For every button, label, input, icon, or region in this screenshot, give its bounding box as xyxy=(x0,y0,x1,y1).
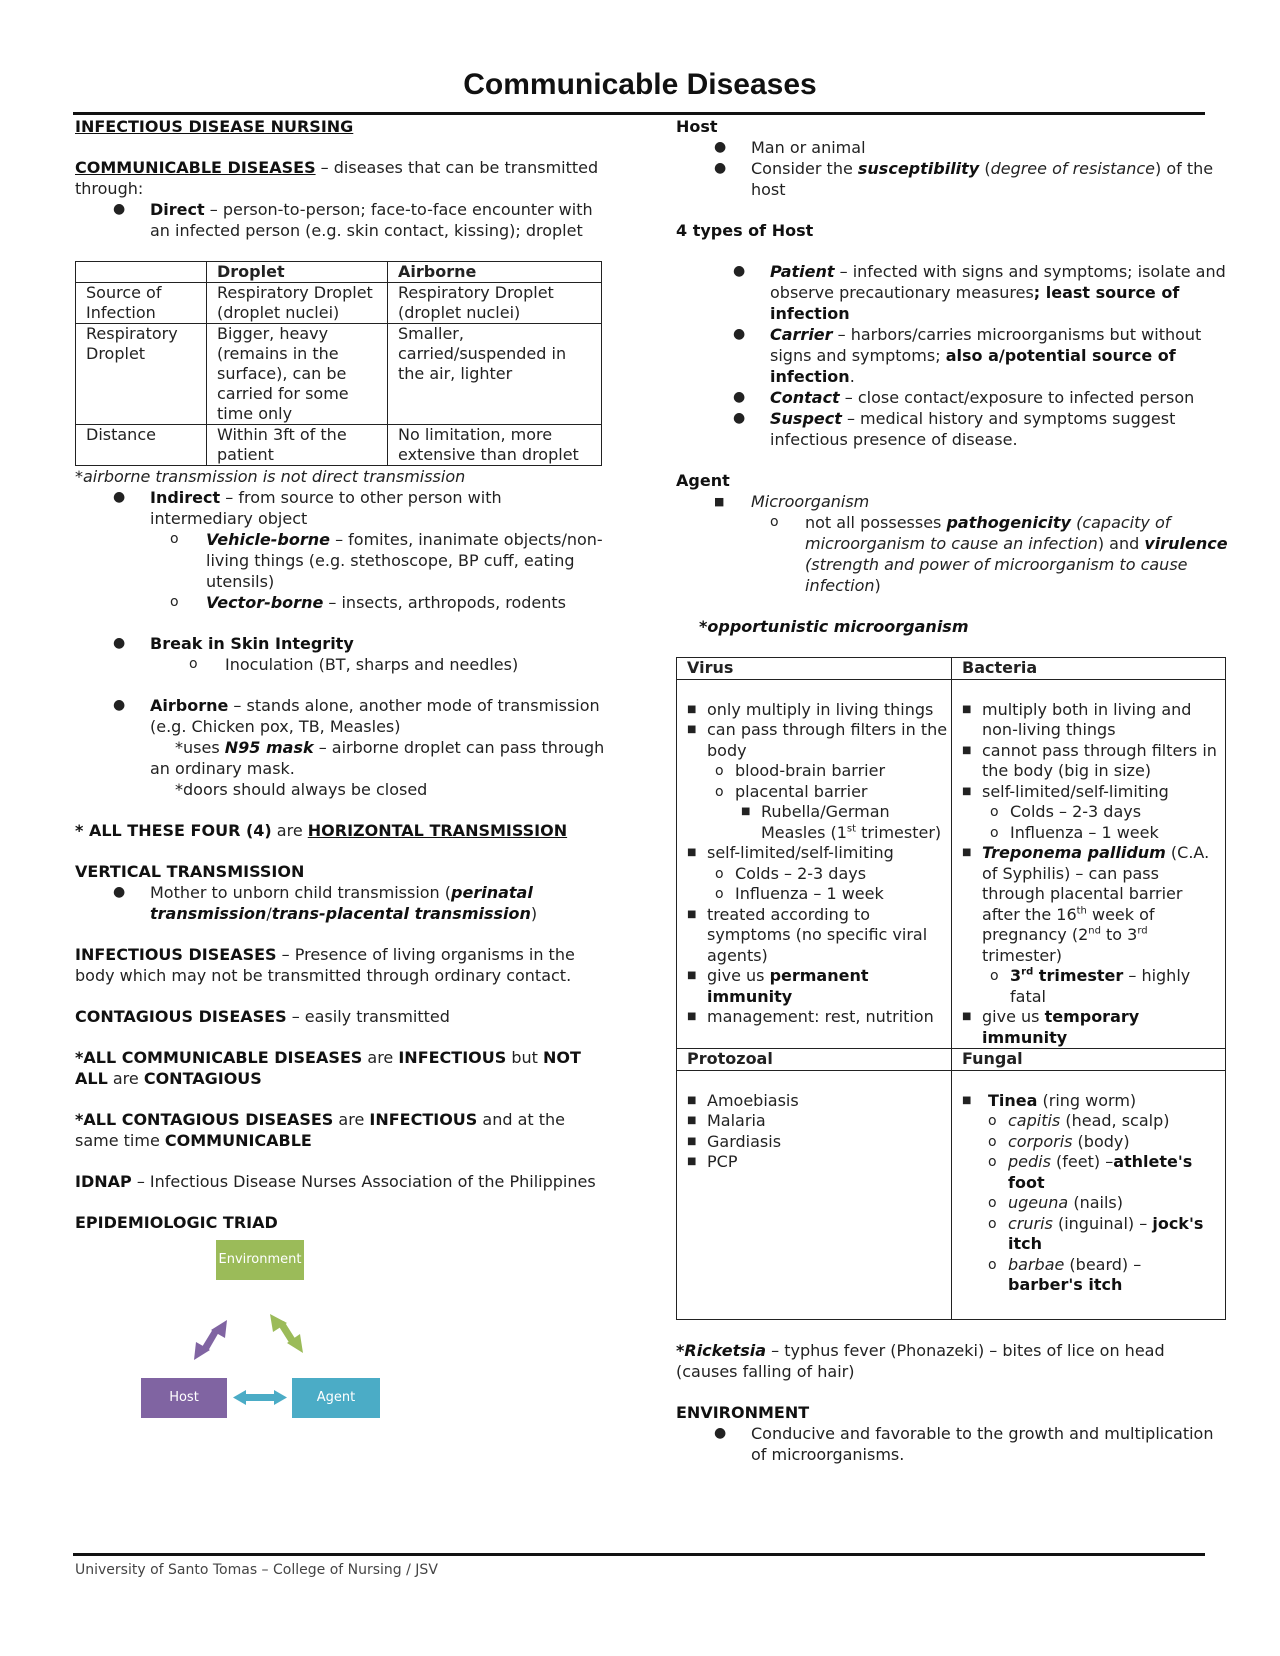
table-cell: Within 3ft of the patient xyxy=(207,425,388,466)
term-susceptibility: susceptibility xyxy=(857,159,980,178)
def-suspect: – medical history and symptoms suggest infectious presence of disease. xyxy=(770,409,1176,449)
list-item: ● Suspect – medical history and symptoms suggest infectious presence of disease. xyxy=(733,409,1176,449)
term-infectious: INFECTIOUS DISEASES xyxy=(75,945,277,964)
fungal-3b: (body) xyxy=(1072,1131,1130,1151)
def-indirect: – from source to other person with intermediary object xyxy=(150,488,502,528)
rule2-e: COMMUNICABLE xyxy=(164,1131,312,1150)
rule1-g: CONTAGIOUS xyxy=(143,1069,262,1088)
term-horizontal: HORIZONTAL TRANSMISSION xyxy=(307,821,568,840)
def-n95: – airborne droplet can pass through an ordinary mask. xyxy=(150,738,605,778)
protozoal-1: Amoebiasis xyxy=(707,1090,799,1110)
list-item: ● Contact – close contact/exposure to infected person xyxy=(733,388,1195,407)
term-pathogenicity: pathogenicity xyxy=(946,513,1071,532)
list-item: o Vector-borne – insects, arthropods, rodents xyxy=(170,593,567,612)
fungal-cell: ■ Tinea (ring worm) o capitis (head, scalp) o corporis (body) o pedis (feet) –athlete's foot o ugeuna (nails) o cruris (inguinal) – jock's itch o barbae (beard) – barber's itch xyxy=(952,1070,1226,1319)
bacteria-4f-c: – highly fatal xyxy=(1010,966,1191,1006)
virus-2c-a: Rubella/German Measles (1 xyxy=(761,802,890,842)
virus-3: self-limited/self-limiting xyxy=(707,843,894,862)
term-vector: Vector-borne xyxy=(206,593,324,612)
table-header: Droplet xyxy=(207,262,388,283)
def-direct: – person-to-person; face-to-face encounter with an infected person (e.g. skin contact, kissing); droplet xyxy=(150,200,593,240)
host-2e: ) of the host xyxy=(751,159,1214,199)
section-heading: INFECTIOUS DISEASE NURSING xyxy=(75,117,354,136)
table-cell: Respiratory Droplet (droplet nuclei) xyxy=(207,283,388,324)
contagious-def xyxy=(75,1006,605,1027)
host-title: Host xyxy=(676,117,718,136)
bacteria-4e: trimester) xyxy=(982,945,1062,965)
title-rule xyxy=(73,112,1205,115)
table-cell: Respiratory Droplet (droplet nuclei) xyxy=(388,283,602,324)
droplet-airborne-table xyxy=(75,261,602,466)
def-skin: Inoculation (BT, sharps and needles) xyxy=(225,655,519,674)
virus-2c-sup: st xyxy=(846,823,857,835)
footer-text: University of Santo Tomas – College of Nursing / JSV xyxy=(75,1562,438,1578)
def-idnap: – Infectious Disease Nurses Association of the Philippines xyxy=(131,1172,596,1191)
fungal-5a: ugeuna xyxy=(1008,1193,1069,1212)
bacteria-4b: (C.A. of Syphilis) – can pass through placental barrier after the 16 xyxy=(982,843,1210,924)
rule1-a: *ALL COMMUNICABLE DISEASES xyxy=(75,1048,363,1067)
n95-pre: *uses xyxy=(175,738,225,757)
virus-2: can pass through filters in the body xyxy=(707,720,948,760)
fungal-4a: pedis xyxy=(1008,1152,1051,1171)
infectious-def xyxy=(75,944,605,986)
list-item: ● Carrier – harbors/carries microorganisms but without signs and symptoms; also a/potential source of infection. xyxy=(733,325,1202,386)
virus-1: only multiply in living things xyxy=(707,699,934,719)
rule1-c: INFECTIOUS xyxy=(398,1048,507,1067)
virus-4: treated according to symptoms (no specific viral agents) xyxy=(707,904,928,965)
arrow-environment-agent xyxy=(270,1314,303,1353)
def-infectious: – Presence of living organisms in the body which may not be transmitted through ordinary contact. xyxy=(75,945,575,985)
header-protozoal: Protozoal xyxy=(677,1049,952,1071)
four-are: are xyxy=(271,821,308,840)
virus-5b: permanent immunity xyxy=(707,966,869,1006)
doors-note: *doors should always be closed xyxy=(175,780,428,799)
term-ricketsia: *Ricketsia xyxy=(676,1340,767,1360)
table-row xyxy=(677,1070,1226,1319)
bacteria-4f-b: trimester xyxy=(1033,966,1124,985)
term-communicable: COMMUNICABLE DISEASES xyxy=(75,158,316,177)
term-perinatal: perinatal transmission xyxy=(150,883,533,923)
host-2d: degree of resistance xyxy=(990,159,1155,178)
list-item: ● Direct – person-to-person; face-to-face encounter with an infected person (e.g. skin contact, kissing); droplet xyxy=(113,200,593,240)
bacteria-4-sup3: rd xyxy=(1137,925,1148,937)
bacteria-cell: ■ multiply both in living and non-living things ■ cannot pass through filters in the body (big in size) ■ self-limited/self-limiting o Colds – 2-3 days o Influenza – 1 week ■ Treponema pallidum (C.A. of Syphilis) – can pass through placental barrier after the 16th week of pregnancy (2nd to 3rd trimester) o 3rd trimester – highly fatal ■ give us temporary immunity xyxy=(952,679,1226,1049)
right-column xyxy=(676,116,1228,1465)
rule1-d: but xyxy=(506,1048,544,1067)
table-cell: Smaller, carried/suspended in the air, lighter xyxy=(388,324,602,425)
term-airborne: Airborne xyxy=(150,696,229,715)
def-vehicle: – fomites, inanimate objects/non-living things (e.g. stethoscope, BP cuff, eating utensils) xyxy=(206,530,603,591)
term-carrier: Carrier xyxy=(770,325,833,344)
virus-2c-b: trimester) xyxy=(856,822,942,842)
vertical-title: VERTICAL TRANSMISSION xyxy=(75,862,305,881)
list-item: ■ Microorganism xyxy=(714,492,870,511)
header-bacteria: Bacteria xyxy=(952,658,1226,680)
vertical-c: / xyxy=(266,904,272,923)
footer-rule xyxy=(73,1553,1205,1556)
agent-1: Microorganism xyxy=(751,492,870,511)
page-title: Communicable Diseases xyxy=(463,68,817,101)
horizontal-note xyxy=(75,820,605,841)
table-cell: Respiratory Droplet xyxy=(76,324,207,425)
patient-bold: ; least source of infection xyxy=(770,283,1180,323)
virus-3a: Colds – 2-3 days xyxy=(735,863,867,883)
table-cell: No limitation, more extensive than droplet xyxy=(388,425,602,466)
triad-title: EPIDEMIOLOGIC TRIAD xyxy=(75,1213,278,1232)
epidemiologic-triad-diagram xyxy=(130,1240,400,1420)
fungal-6c: jock's itch xyxy=(1008,1213,1204,1253)
organism-table xyxy=(676,657,1226,1320)
arrow-host-environment xyxy=(194,1320,227,1360)
agent-2d: ) and xyxy=(1097,534,1145,553)
table-note: *airborne transmission is not direct transmission xyxy=(75,467,466,486)
bacteria-4f-sup: rd xyxy=(1021,966,1034,978)
types-title: 4 types of Host xyxy=(676,221,814,240)
list-item: o Inoculation (BT, sharps and needles) xyxy=(189,655,519,674)
list-item: o not all possesses pathogenicity (capacity of microorganism to cause an infection) and virulence (strength and power of microorganism to cause infection) xyxy=(770,513,1228,595)
table-row xyxy=(76,324,602,425)
list-item: o Vehicle-borne – fomites, inanimate objects/non-living things (e.g. stethoscope, BP cuff, eating utensils) xyxy=(170,530,603,591)
protozoal-cell: ■ Amoebiasis ■ Malaria ■ Gardiasis ■ PCP xyxy=(677,1070,952,1319)
bacteria-3a: Colds – 2-3 days xyxy=(1010,802,1142,821)
rule1-f: are xyxy=(107,1069,144,1088)
table-row xyxy=(76,425,602,466)
term-contagious: CONTAGIOUS DISEASES xyxy=(75,1007,287,1026)
bacteria-2: cannot pass through filters in the body (big in size) xyxy=(982,740,1217,780)
rule2-c: INFECTIOUS xyxy=(369,1110,478,1129)
virus-2a: blood-brain barrier xyxy=(735,761,886,780)
n95-note xyxy=(75,737,605,779)
protozoal-2: Malaria xyxy=(707,1111,766,1130)
triad-arrows xyxy=(130,1240,400,1420)
fungal-2a: capitis xyxy=(1008,1111,1061,1130)
vertical-a: Mother to unborn child transmission ( xyxy=(150,883,452,902)
def-vector: – insects, arthropods, rodents xyxy=(323,593,567,612)
agent-title: Agent xyxy=(676,471,730,490)
table-header xyxy=(76,262,207,283)
rule-1 xyxy=(75,1047,605,1089)
triad-agent: Agent xyxy=(292,1378,380,1418)
term-tinea: Tinea xyxy=(988,1090,1038,1110)
def-carrier: – harbors/carries microorganisms but without signs and symptoms; xyxy=(770,325,1202,365)
virus-5a: give us xyxy=(707,966,770,985)
agent-2a: not all possesses xyxy=(805,513,947,532)
table-row xyxy=(677,679,1226,1049)
fungal-4b: (feet) – xyxy=(1050,1152,1114,1171)
bacteria-4-sup2: nd xyxy=(1088,925,1101,937)
bacteria-4f-a: 3 xyxy=(1010,966,1022,985)
environment-title: ENVIRONMENT xyxy=(676,1402,810,1422)
list-item: ● Consider the susceptibility (degree of resistance) of the host xyxy=(714,159,1214,199)
rule1-e: NOT ALL xyxy=(75,1048,581,1088)
virus-cell: ■ only multiply in living things ■ can pass through filters in the body o blood-brain barrier o placental barrier ■ Rubella/German Measles (1st trimester) ■ self-limited/self-limiting o Colds – 2-3 days o Influenza – 1 week ■ treated according to symptoms (no specific viral agents) ■ give us permanent immunity ■ management: rest, nutrition xyxy=(677,679,952,1049)
term-n95: N95 mask xyxy=(224,738,314,757)
triad-host: Host xyxy=(141,1378,227,1418)
protozoal-3: Gardiasis xyxy=(707,1131,782,1151)
def-communicable: – diseases that can be transmitted through: xyxy=(75,158,599,198)
ricketsia-note xyxy=(676,1340,1228,1382)
table-cell: Distance xyxy=(76,425,207,466)
term-vehicle: Vehicle-borne xyxy=(206,530,330,549)
agent-2c: (capacity of microorganism to cause an infection xyxy=(805,513,1171,553)
triad-environment: Environment xyxy=(216,1240,304,1280)
table-header: Airborne xyxy=(388,262,602,283)
def-ricketsia: – typhus fever (Phonazeki) – bites of lice on head (causes falling of hair) xyxy=(676,1340,1165,1381)
fungal-7a: barbae xyxy=(1008,1254,1065,1274)
idnap-def xyxy=(75,1171,605,1192)
bacteria-4d: to 3 xyxy=(1100,925,1138,944)
list-item: ● Break in Skin Integrity xyxy=(113,634,354,653)
table-cell: Source of Infection xyxy=(76,283,207,324)
rule2-a: *ALL CONTAGIOUS DISEASES xyxy=(75,1110,334,1129)
term-virulence: virulence xyxy=(1144,534,1228,553)
left-column xyxy=(75,116,605,1233)
carrier-bold: also a/potential source of infection xyxy=(770,346,1176,386)
arrow-host-agent xyxy=(233,1390,287,1405)
term-skin: Break in Skin Integrity xyxy=(150,634,354,653)
virus-6: management: rest, nutrition xyxy=(707,1007,934,1026)
fungal-2b: (head, scalp) xyxy=(1060,1111,1170,1130)
def-airborne: – stands alone, another mode of transmission (e.g. Chicken pox, TB, Measles) xyxy=(150,696,600,736)
table-cell: Bigger, heavy (remains in the surface), can be carried for some time only xyxy=(207,324,388,425)
fungal-6b: (inguinal) – xyxy=(1052,1213,1153,1233)
fungal-4c: athlete's foot xyxy=(1008,1152,1193,1192)
list-item: ● Man or animal xyxy=(714,138,866,157)
bacteria-3b: Influenza – 1 week xyxy=(1010,822,1159,842)
rule2-d: and at the same time xyxy=(75,1110,566,1150)
agent-2g: ) xyxy=(874,576,881,595)
fungal-7b: (beard) – xyxy=(1064,1254,1142,1274)
host-2a: Consider the xyxy=(751,159,858,178)
bacteria-4-sup: th xyxy=(1076,905,1087,917)
agent-2f: (strength and power of microorganism to cause infection xyxy=(805,555,1188,595)
term-patient: Patient xyxy=(770,262,835,281)
environment-1: Conducive and favorable to the growth and multiplication of microorganisms. xyxy=(751,1423,1214,1464)
def-patient: – infected with signs and symptoms; isolate and observe precautionary measures xyxy=(770,262,1226,302)
virus-2b: placental barrier xyxy=(735,781,868,801)
term-treponema: Treponema pallidum xyxy=(982,843,1166,862)
protozoal-4: PCP xyxy=(707,1152,738,1171)
host-2c: ( xyxy=(979,159,991,178)
host-1: Man or animal xyxy=(751,138,866,157)
term-direct: Direct xyxy=(150,200,205,219)
bacteria-5a: give us xyxy=(982,1007,1045,1026)
term-transplacental: trans-placental transmission xyxy=(271,904,531,923)
fungal-7c: barber's itch xyxy=(1008,1275,1123,1294)
list-item: ● Conducive and favorable to the growth and multiplication of microorganisms. xyxy=(714,1423,1214,1464)
list-item: ● Mother to unborn child transmission (perinatal transmission/trans-placental transmission) xyxy=(113,883,538,923)
rule-2 xyxy=(75,1109,605,1151)
fungal-1b: (ring worm) xyxy=(1037,1090,1137,1110)
list-item: ● Airborne – stands alone, another mode of transmission (e.g. Chicken pox, TB, Measles) xyxy=(113,696,600,736)
virus-3b: Influenza – 1 week xyxy=(735,884,884,903)
term-contact: Contact xyxy=(770,388,840,407)
list-item: ● Indirect – from source to other person with intermediary object xyxy=(113,488,502,528)
def-contact: – close contact/exposure to infected person xyxy=(839,388,1195,407)
table-row xyxy=(76,283,602,324)
term-indirect: Indirect xyxy=(150,488,221,507)
fungal-6a: cruris xyxy=(1008,1213,1053,1233)
fungal-5b: (nails) xyxy=(1068,1193,1123,1212)
term-idnap: IDNAP xyxy=(75,1172,132,1191)
list-item: ● Patient – infected with signs and symptoms; isolate and observe precautionary measures; least source of infection xyxy=(733,262,1226,323)
def-contagious: – easily transmitted xyxy=(286,1007,450,1026)
fungal-3a: corporis xyxy=(1008,1131,1073,1151)
bacteria-5b: temporary immunity xyxy=(982,1007,1140,1047)
header-fungal: Fungal xyxy=(952,1049,1226,1071)
vertical-e: ) xyxy=(530,904,538,923)
bacteria-3: self-limited/self-limiting xyxy=(982,781,1169,801)
four-label: * ALL THESE FOUR (4) xyxy=(75,821,272,840)
term-suspect: Suspect xyxy=(770,409,842,428)
rule2-b: are xyxy=(333,1110,370,1129)
opportunistic-note: *opportunistic microorganism xyxy=(699,617,969,636)
bacteria-4c: week of pregnancy (2 xyxy=(982,904,1155,944)
bacteria-1: multiply both in living and non-living things xyxy=(982,699,1192,739)
header-virus: Virus xyxy=(677,658,952,680)
rule1-b: are xyxy=(362,1048,399,1067)
